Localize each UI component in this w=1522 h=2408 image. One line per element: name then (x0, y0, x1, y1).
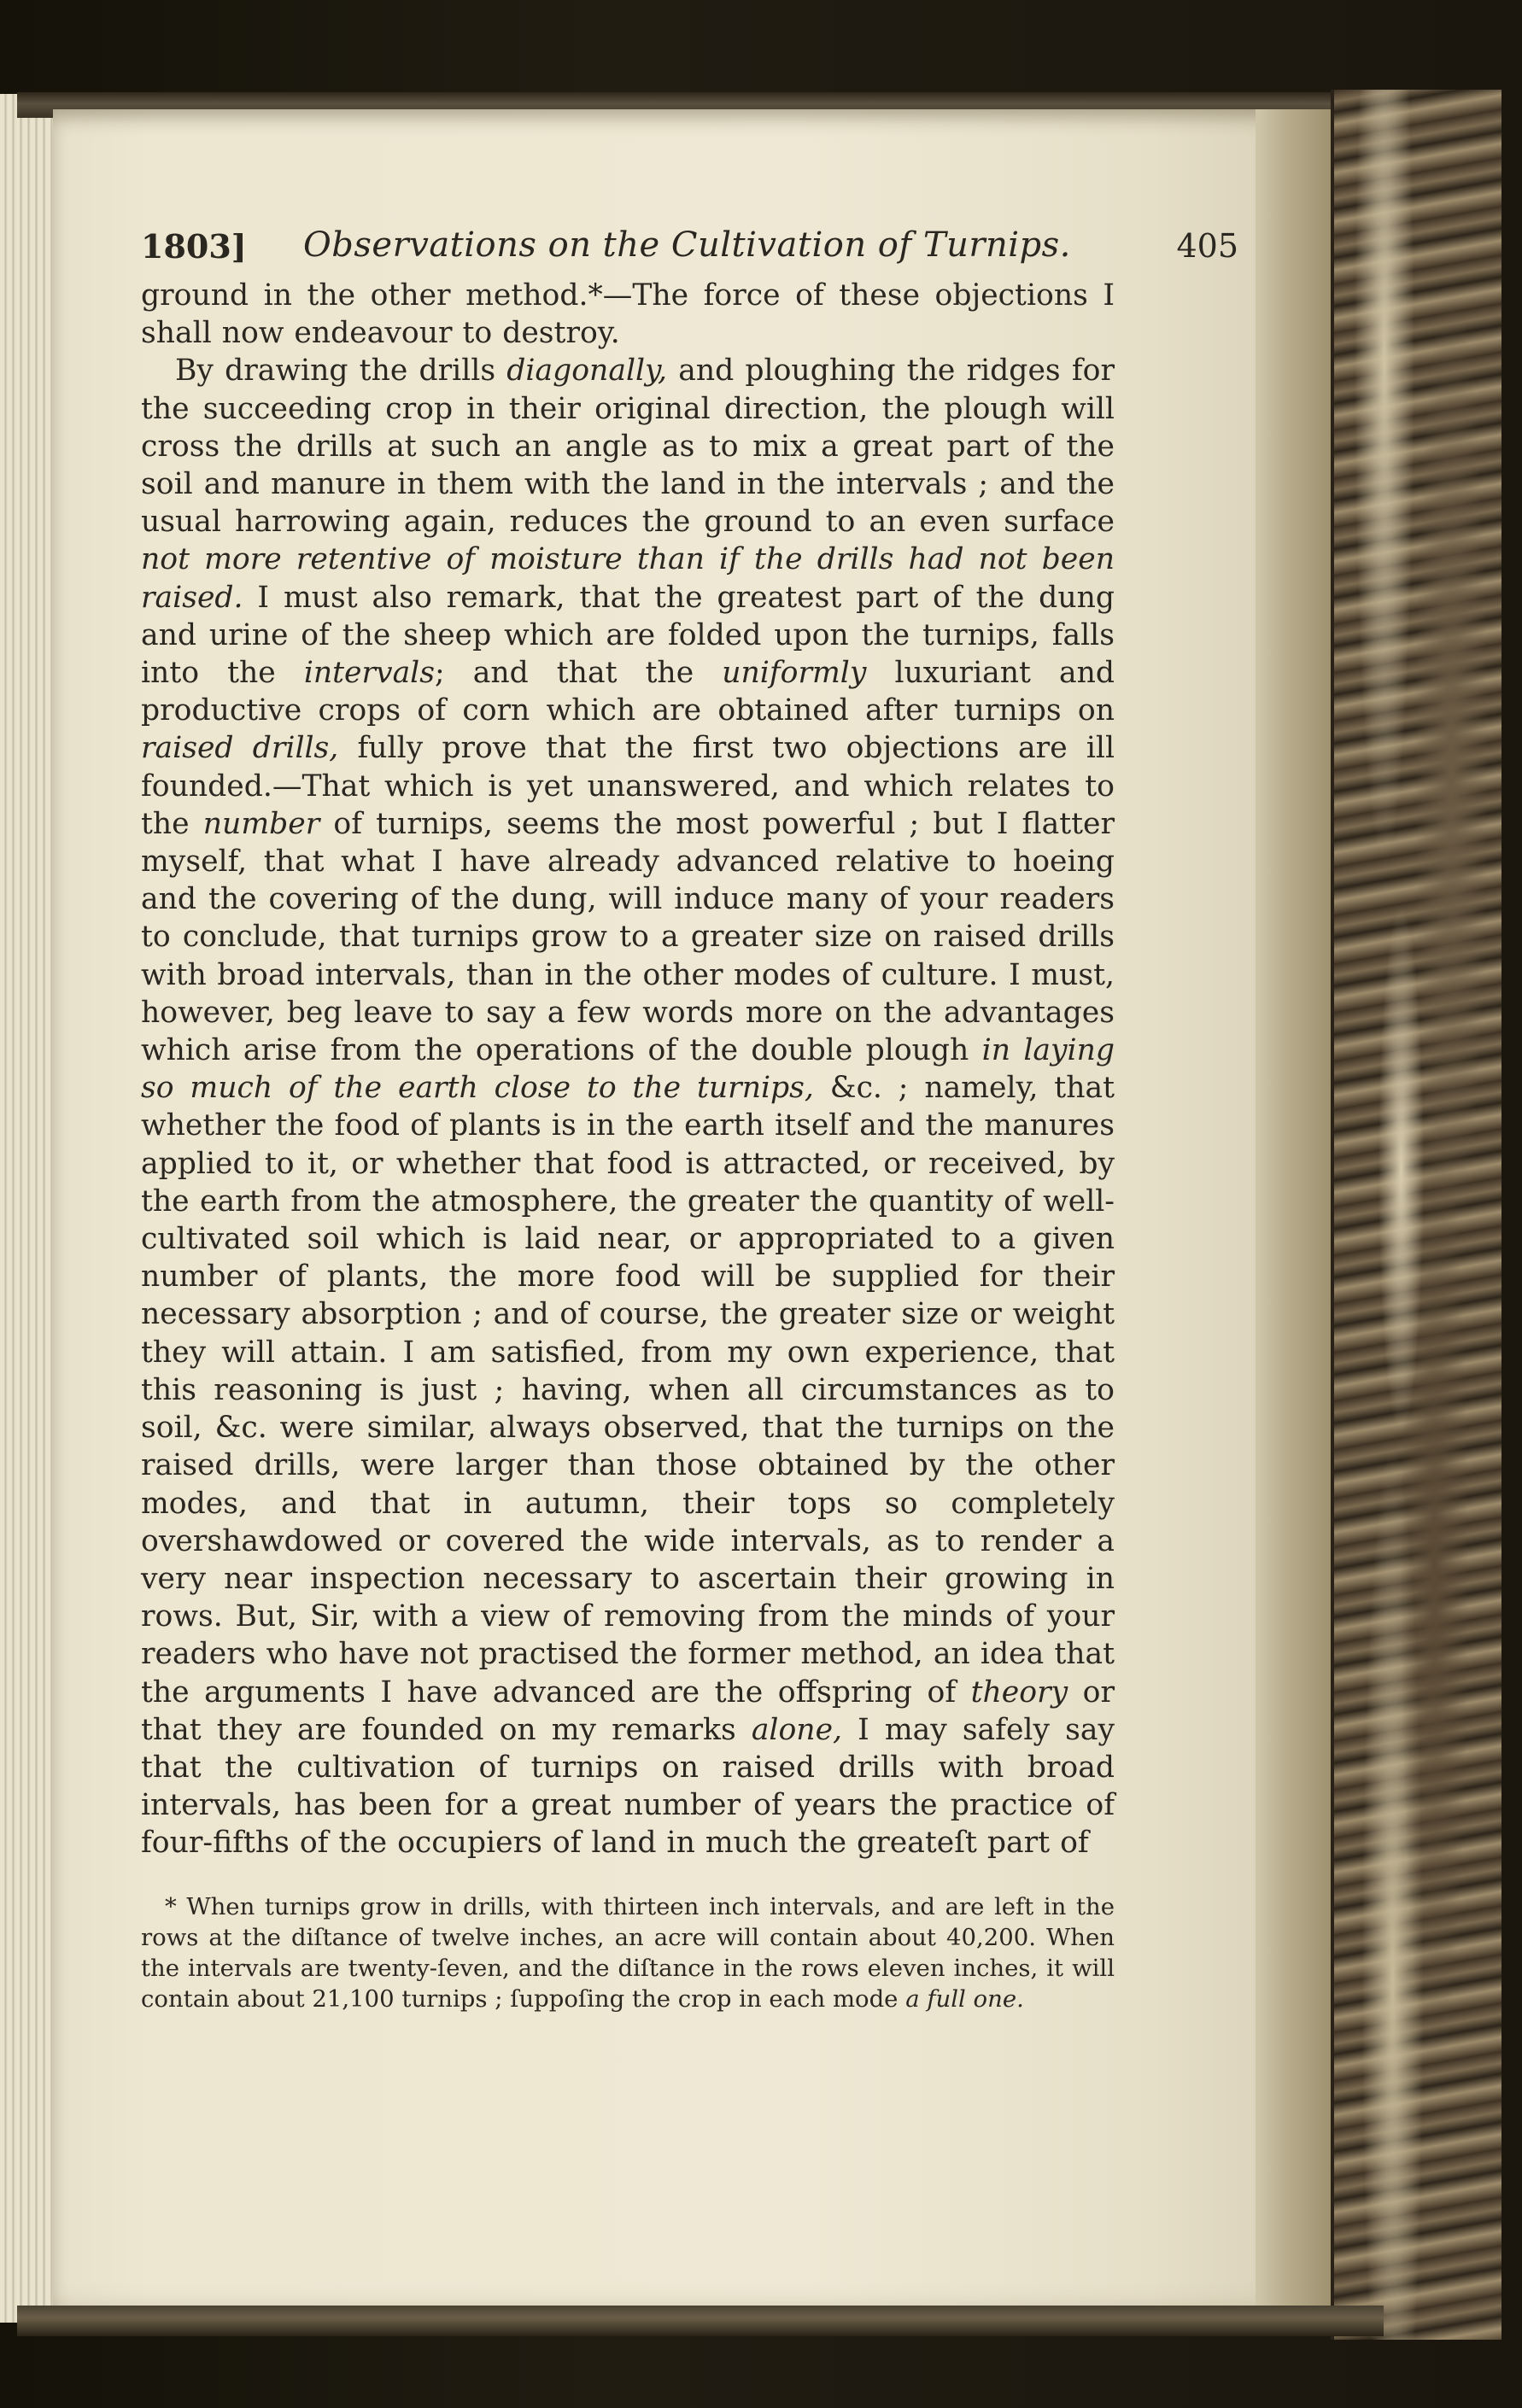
italic-segment: raised drills, (141, 731, 339, 766)
footnote (141, 1891, 1115, 2014)
italic-segment: uniformly (722, 656, 867, 691)
page-gutter (1256, 109, 1332, 2312)
italic-segment: theory (970, 1674, 1068, 1710)
text-segment: ; and that the (434, 656, 723, 691)
paragraph (141, 352, 1115, 1862)
header-year: 1803] (141, 227, 247, 266)
running-title: Observations on the Cultivation of Turnips. (303, 225, 1071, 265)
text-segment: By drawing the drills (175, 354, 507, 389)
running-header (141, 220, 1238, 277)
text-segment: &c. ; namely, that whether the food of plants is in the earth itself and the manures applied to it, or whether that food is attracted, or received, by the earth from the atmosphere, the greater the quantity of well-cultivated soil which is laid near, or appropriated to a given number of plants, the more food will be supplied for their necessary absorption ; and of course, the greater size or weight they will attain. I am satisfied, from my own experience, that this reasoning is just ; having, when all circumstances as to soil, &c. were similar, always observed, that the turnips on the raised drills, were larger than those obtained by the other modes, and that in autumn, their tops so completely overshawdowed or covered the wide intervals, as to render a very near inspection necessary to ascertain their growing in rows. But, Sir, with a view of removing from the minds of your readers who have not practised the former method, an idea that the arguments I have advanced are the offspring of (141, 1071, 1115, 1710)
bottom-binding-edge (17, 2306, 1384, 2336)
text-segment: ground in the other method.*—The force of these objections I shall now endeavour to destroy. (141, 278, 1115, 351)
italic-segment: alone, (751, 1712, 843, 1747)
body-text (141, 277, 1115, 1862)
text-segment: luxuriant and productive crops of corn which are obtained after turnips on (141, 656, 1115, 728)
text-segment: and ploughing the ridges for the succeeding crop in their original direction, the plough will cross the drills at such an angle as to mix a great part of the soil and manure in them with the land in the intervals ; and the usual harrowing again, reduces the ground to an even surface (141, 354, 1115, 540)
text-segment: I may safely say that the cultivation of turnips on raised drills with broad intervals, has been for a great number of years the practice of four-fifths of the occupiers of land in much the greateſt part of (141, 1712, 1115, 1861)
page-content (141, 220, 1238, 2014)
italic-segment: intervals (303, 656, 435, 691)
footnote-text: * When turnips grow in drills, with thirteen inch intervals, and are left in the rows at the diſtance of twelve inches, an acre will contain about 40,200. When the intervals are twenty-ſeven, and the diſtance in the rows eleven inches, it will contain about 21,100 turnips ; ſuppoſing the crop in each mode (141, 1892, 1115, 2013)
italic-segment: diagonally, (506, 354, 667, 389)
italic-segment: number (202, 806, 320, 841)
text-segment: or that they are founded on my remarks (141, 1674, 1115, 1747)
italic-segment: not more retentive of moisture than if the drills had not been raised. (141, 542, 1115, 615)
text-segment: I must also remark, that the greatest part of the dung and urine of the sheep which are folded upon the turnips, falls into the (141, 580, 1115, 691)
text-segment: of turnips, seems the most powerful ; but I flatter myself, that what I have already advanced relative to hoeing and the covering of the dung, will induce many of your readers to conclude, that turnips grow to a greater size on raised drills with broad intervals, than in the other modes of culture. I must, however, beg leave to say a few words more on the advantages which arise from the operations of the double plough (141, 806, 1115, 1068)
text-segment: fully prove that the first two objections are ill founded.—That which is yet unanswered, and which relates to the (141, 731, 1115, 841)
page-number: 405 (1176, 227, 1238, 265)
footnote-italic: a full one. (905, 1984, 1024, 2013)
paragraph (141, 277, 1115, 352)
marbled-cover-edge (1331, 90, 1502, 2340)
left-page-edges (0, 94, 59, 2323)
italic-segment: in laying so much of the earth close to the turnips, (141, 1033, 1115, 1106)
